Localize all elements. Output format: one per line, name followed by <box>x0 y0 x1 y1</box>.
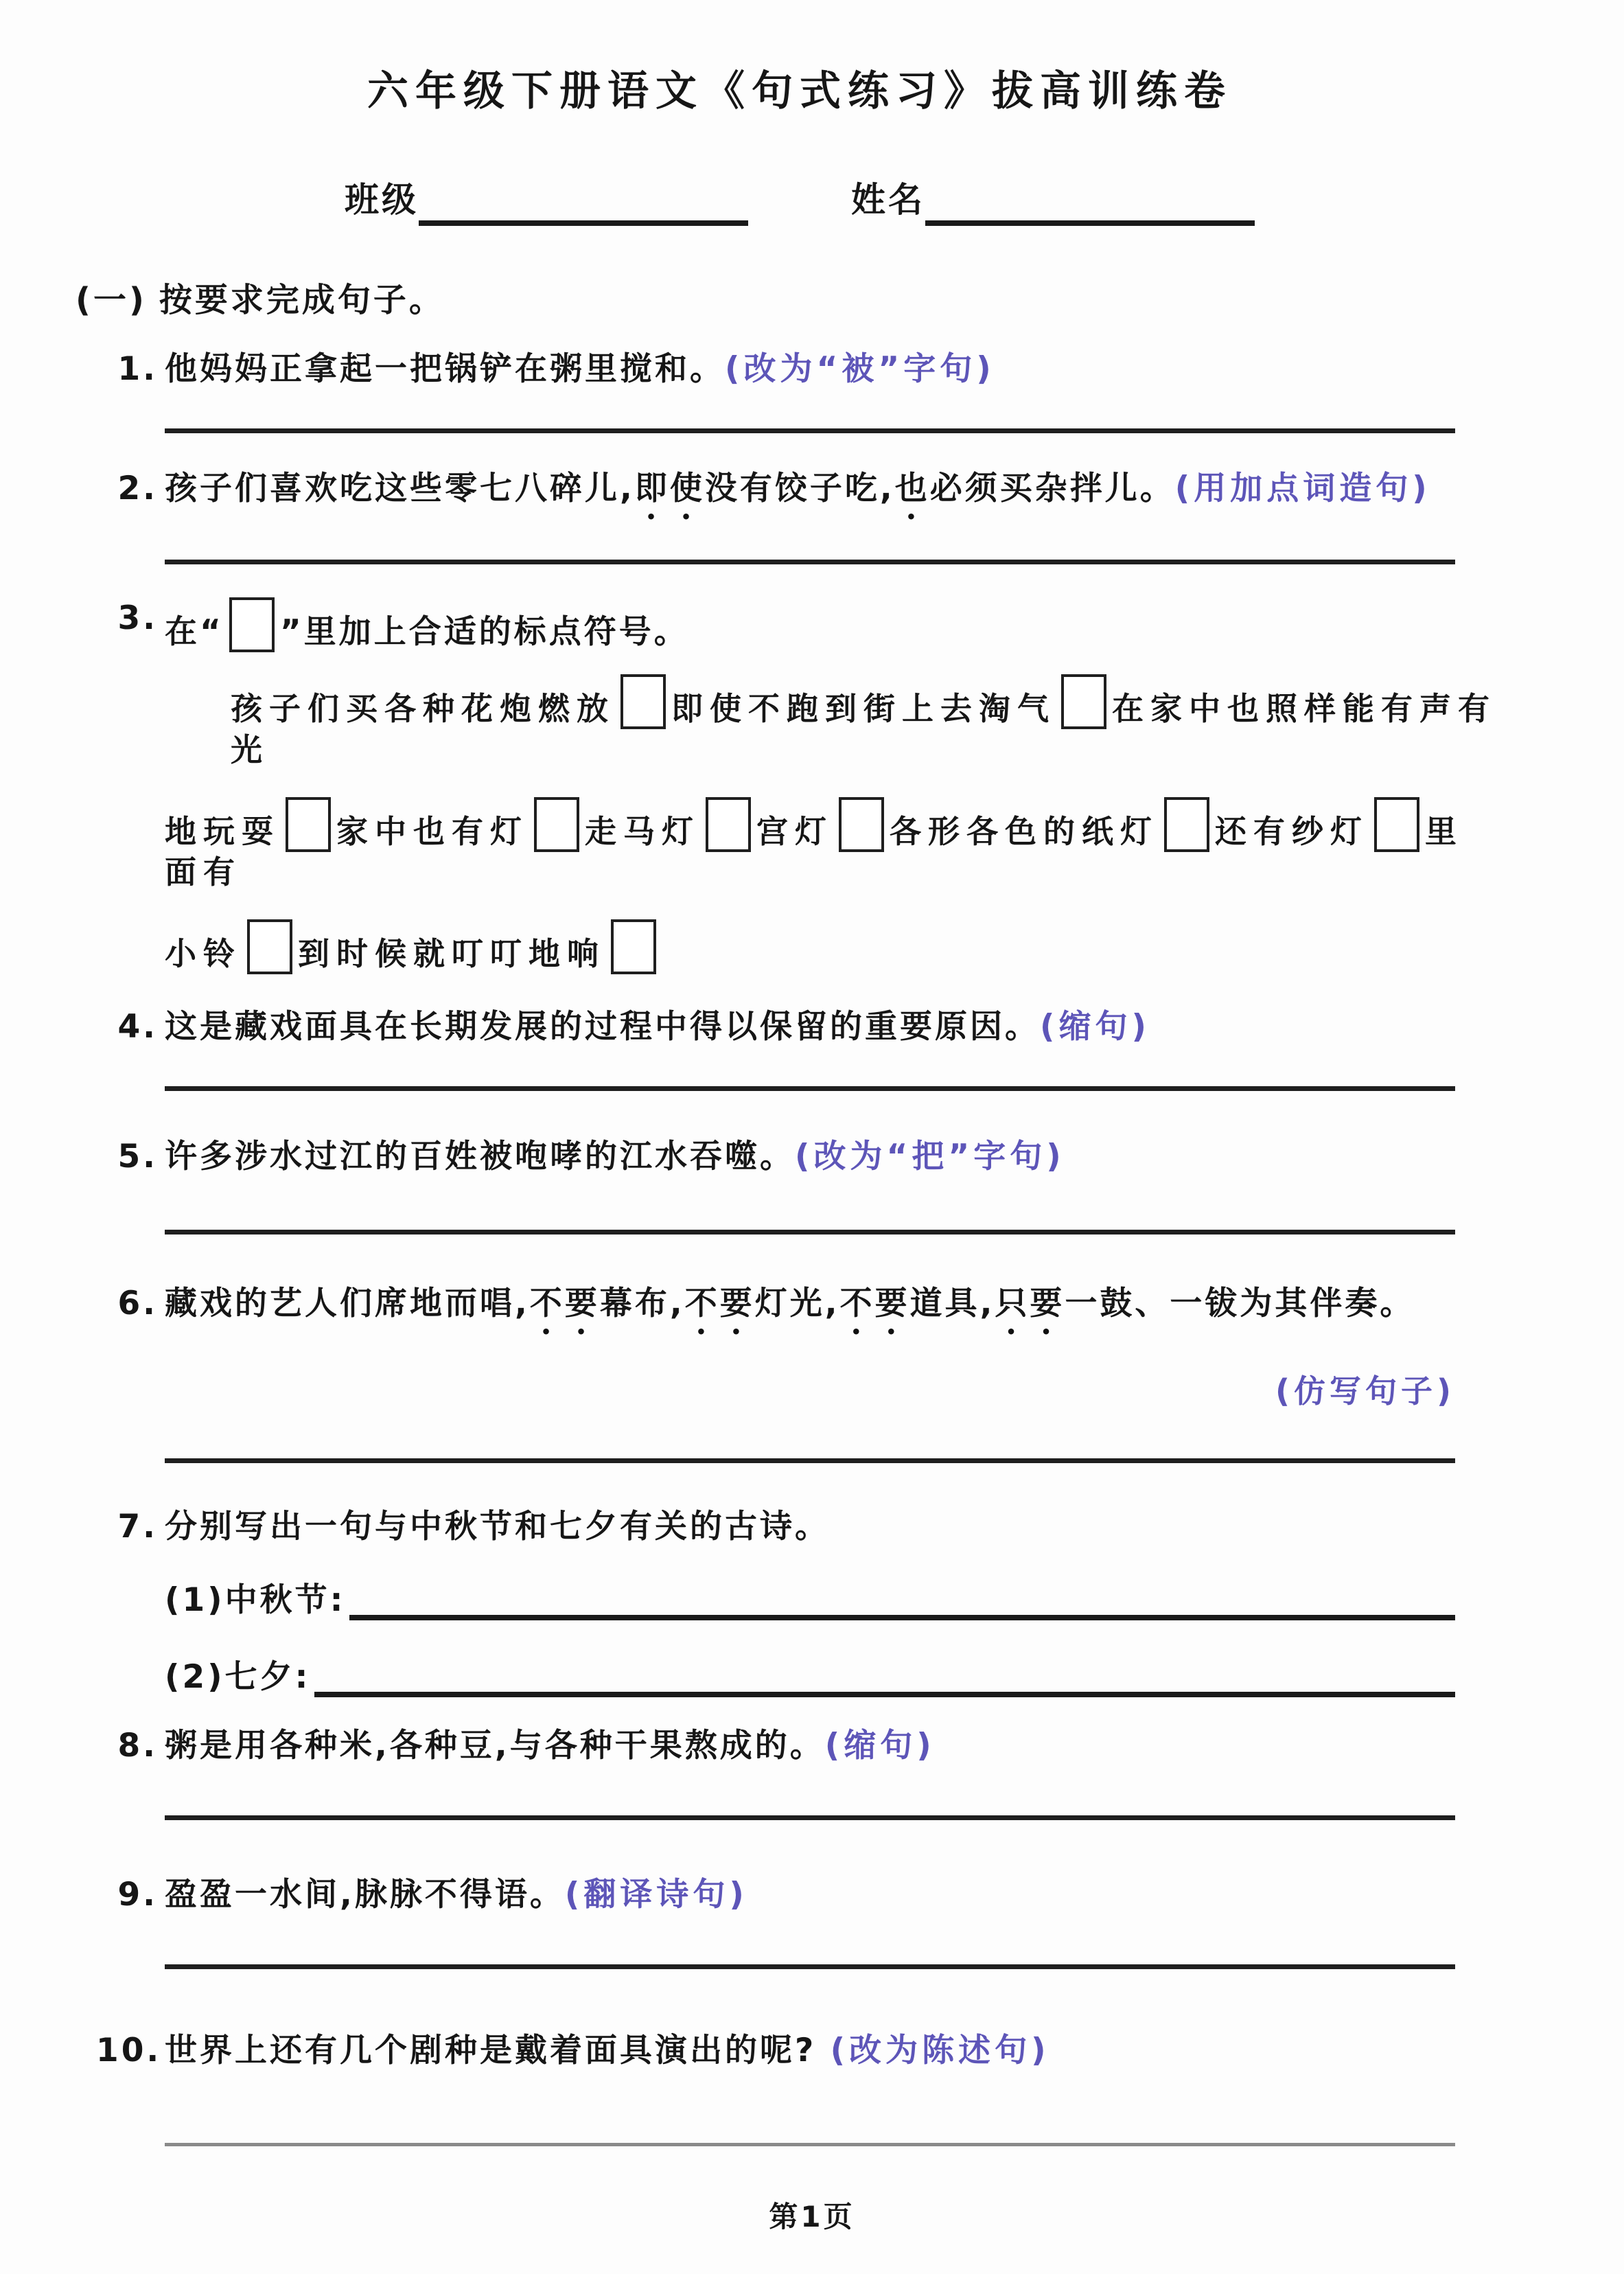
question-5-instruction-note: (改为“把”字句) <box>795 1138 1065 1176</box>
question-9 <box>96 1874 1524 1916</box>
question-1 <box>96 348 1524 391</box>
question-6-number: 6. <box>117 1285 158 1323</box>
question-3-number: 3. <box>117 599 158 638</box>
section-title: 按要求完成句子。 <box>159 281 445 319</box>
emphasized-word: 不要 <box>529 1285 600 1323</box>
section-number: (一) <box>76 281 147 319</box>
page-number: 第1页 <box>769 2200 855 2233</box>
question-3-passage-line-2: 地玩耍 家中也有灯 走马灯 宫灯 各形各色的纸灯 还有纱灯 里面有 <box>165 797 1465 894</box>
name-field <box>851 172 1255 222</box>
question-7-sub-1-answer-line[interactable] <box>349 1579 1455 1620</box>
question-10-instruction-note: (改为陈述句) <box>830 2032 1050 2070</box>
answer-line-2[interactable] <box>165 560 1455 564</box>
question-4-instruction-note: (缩句) <box>1040 1008 1150 1046</box>
question-5 <box>96 1136 1524 1178</box>
question-7-sub-1 <box>165 1574 1455 1620</box>
question-3-text: 在“ ”里加上合适的标点符号。 <box>165 597 1524 654</box>
question-8 <box>96 1725 1524 1767</box>
punctuation-box[interactable] <box>286 797 331 852</box>
punctuation-box[interactable] <box>620 674 666 729</box>
question-1-sentence: 他妈妈正拿起一把锅铲在粥里搅和。 <box>165 350 725 388</box>
answer-line-1[interactable] <box>165 428 1455 433</box>
question-7-sub-2 <box>165 1651 1455 1697</box>
emphasized-word: 不要 <box>684 1285 755 1323</box>
question-3-passage-line-3: 小铃 到时候就叮叮地响 <box>165 919 1465 975</box>
page-footer <box>0 2194 1624 2236</box>
answer-line-5[interactable] <box>165 1230 1455 1234</box>
punctuation-box[interactable] <box>1374 797 1419 852</box>
question-5-text: 许多涉水过江的百姓被咆哮的江水吞噬。(改为“把”字句) <box>165 1138 1065 1176</box>
question-2-text: 孩子们喜欢吃这些零七八碎儿,即使没有饺子吃,也必须买杂拌儿。(用加点词造句) <box>165 470 1431 508</box>
student-info-row <box>76 172 1524 222</box>
emphasized-word: 只要 <box>995 1285 1065 1323</box>
question-2-number: 2. <box>117 470 158 508</box>
emphasized-word: 即使 <box>634 470 705 508</box>
punctuation-box[interactable] <box>229 597 275 652</box>
question-2 <box>96 464 1524 527</box>
question-6 <box>96 1279 1524 1342</box>
punctuation-box[interactable] <box>534 797 579 852</box>
question-6-instruction-row <box>165 1366 1455 1412</box>
question-10 <box>96 2030 1524 2072</box>
question-1-number: 1. <box>117 350 158 388</box>
question-8-instruction-note: (缩句) <box>824 1727 936 1765</box>
question-7-sub-2-label: (2)七夕: <box>165 1658 311 1697</box>
answer-line-10[interactable] <box>165 2143 1455 2146</box>
name-fill-line[interactable] <box>925 182 1255 226</box>
answer-line-9[interactable] <box>165 1964 1455 1969</box>
question-7 <box>96 1506 1524 1548</box>
question-7-text: 分别写出一句与中秋节和七夕有关的古诗。 <box>165 1508 830 1546</box>
question-8-text: 粥是用各种米,各种豆,与各种干果熬成的。(缩句) <box>165 1727 936 1765</box>
emphasized-word: 不要 <box>839 1285 910 1323</box>
question-3-passage-line-1: 孩子们买各种花炮燃放 即使不跑到街上去淘气 在家中也照样能有声有光 <box>165 674 1531 771</box>
name-label: 姓名 <box>851 180 925 220</box>
question-5-number: 5. <box>117 1138 158 1176</box>
page-title: 六年级下册语文《句式练习》拔高训练卷 <box>367 67 1232 115</box>
question-10-text: 世界上还有几个剧种是戴着面具演出的呢? (改为陈述句) <box>165 2032 1050 2070</box>
question-7-number: 7. <box>117 1508 158 1546</box>
question-1-instruction-note: (改为“被”字句) <box>725 350 995 388</box>
punctuation-box[interactable] <box>611 919 656 974</box>
class-fill-line[interactable] <box>419 182 748 226</box>
question-2-instruction-note: (用加点词造句) <box>1174 470 1431 508</box>
question-6-instruction-note: (仿写句子) <box>1275 1373 1455 1410</box>
question-10-number: 10. <box>96 2032 162 2070</box>
class-field <box>345 172 748 222</box>
question-1-text <box>165 348 1524 391</box>
punctuation-box[interactable] <box>247 919 292 974</box>
question-6-text: 藏戏的艺人们席地而唱,不要幕布,不要灯光,不要道具,只要一鼓、一钹为其伴奏。 <box>165 1285 1415 1323</box>
question-4-number: 4. <box>117 1008 158 1046</box>
punctuation-box[interactable] <box>839 797 884 852</box>
section-header <box>76 273 1524 321</box>
answer-line-4[interactable] <box>165 1086 1455 1091</box>
question-8-number: 8. <box>117 1727 158 1765</box>
emphasized-word: 也 <box>894 470 930 508</box>
question-4 <box>96 1006 1524 1048</box>
question-9-instruction-note: (翻译诗句) <box>564 1876 748 1914</box>
question-4-text: 这是藏戏面具在长期发展的过程中得以保留的重要原因。(缩句) <box>165 1008 1150 1046</box>
question-9-text: 盈盈一水间,脉脉不得语。(翻译诗句) <box>165 1876 748 1914</box>
question-9-number: 9. <box>117 1876 158 1914</box>
answer-line-8[interactable] <box>165 1815 1455 1820</box>
class-label: 班级 <box>345 180 419 220</box>
punctuation-box[interactable] <box>1061 674 1106 729</box>
question-3 <box>96 597 1524 654</box>
question-7-sub-2-answer-line[interactable] <box>314 1656 1455 1697</box>
answer-line-6[interactable] <box>165 1458 1455 1463</box>
question-7-sub-1-label: (1)中秋节: <box>165 1581 346 1620</box>
punctuation-box[interactable] <box>706 797 751 852</box>
punctuation-box[interactable] <box>1164 797 1209 852</box>
